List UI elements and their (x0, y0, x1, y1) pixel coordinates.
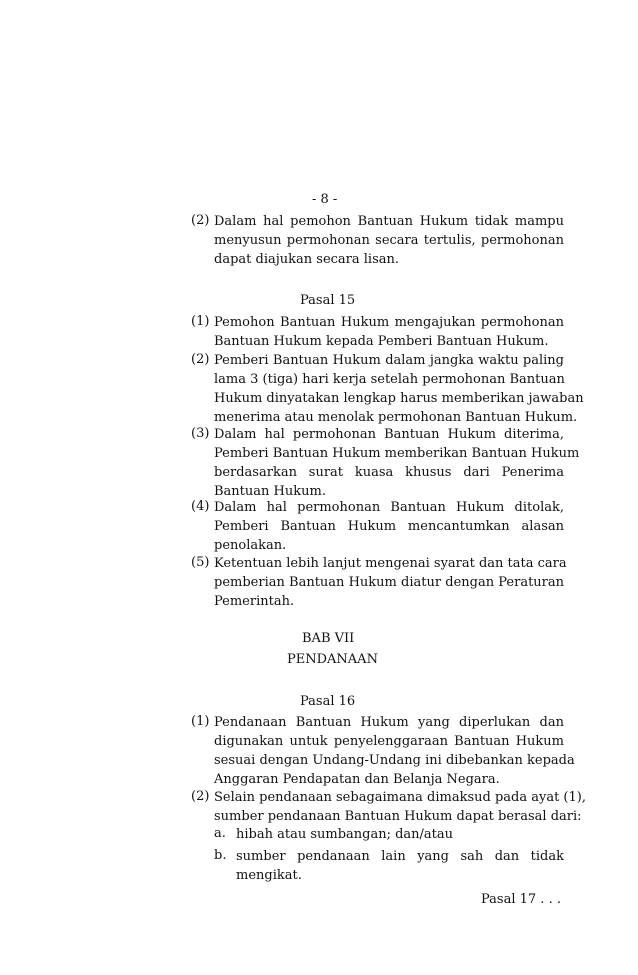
paragraph-number: (3) (191, 426, 210, 441)
list-item-a (214, 826, 564, 844)
paragraph-line: Selain pendanaan sebagaimana dimaksud pada ayat (1), (214, 790, 586, 805)
paragraph-line: Pemerintah. (214, 594, 295, 609)
paragraph-line: Dalam hal pemohon Bantuan Hukum tidak mampu (214, 214, 564, 229)
paragraph-line: menyusun permohonan secara tertulis, permohonan (214, 233, 564, 248)
paragraph-number: (4) (191, 499, 210, 514)
paragraph-number: (2) (191, 352, 210, 367)
paragraph-line: Dalam hal permohonan Bantuan Hukum diterima, (214, 427, 564, 442)
article-16-paragraph-1 (191, 714, 575, 787)
page-number: - 8 - (312, 192, 338, 207)
article-15-paragraph-5 (191, 555, 567, 609)
paragraph-line: Hukum dinyatakan lengkap harus memberikan jawaban (214, 391, 584, 406)
chapter-title: BAB VII (302, 631, 355, 646)
paragraph-line: penolakan. (214, 538, 287, 553)
article-15-paragraph-3 (191, 426, 580, 499)
paragraph-line: Anggaran Pendapatan dan Belanja Negara. (214, 772, 500, 787)
paragraph-line: Pemberi Bantuan Hukum mencantumkan alasan (214, 519, 564, 534)
article-15-paragraph-4 (191, 499, 564, 553)
list-item-line: sumber pendanaan lain yang sah dan tidak (236, 849, 564, 864)
article-16-heading: Pasal 16 (300, 694, 356, 709)
paragraph-line: menerima atau menolak permohonan Bantuan Hukum. (214, 410, 578, 425)
paragraph-line: sesuai dengan Undang-Undang ini dibebankan kepada (214, 753, 575, 768)
paragraph-line: Pemohon Bantuan Hukum mengajukan permohonan (214, 315, 564, 330)
paragraph-number: (2) (191, 213, 210, 228)
paragraph-line: Pemberi Bantuan Hukum dalam jangka waktu paling (214, 353, 564, 368)
article-15-paragraph-1 (191, 314, 564, 350)
list-item-line: hibah atau sumbangan; dan/atau (236, 827, 454, 842)
chapter-name: PENDANAAN (287, 652, 378, 667)
paragraph-line: berdasarkan surat kuasa khusus dari Penerima (214, 465, 564, 480)
paragraph-line: lama 3 (tiga) hari kerja setelah permohonan Bantuan (214, 372, 565, 387)
article-14-paragraph-2 (191, 213, 564, 267)
paragraph-number: (1) (191, 314, 210, 329)
paragraph-line: Dalam hal permohonan Bantuan Hukum ditolak, (214, 500, 564, 515)
article-15-paragraph-2 (191, 352, 584, 425)
paragraph-line: Ketentuan lebih lanjut mengenai syarat dan tata cara (214, 556, 567, 571)
paragraph-number: (2) (191, 789, 210, 804)
list-marker: a. (214, 826, 226, 841)
paragraph-line: Pemberi Bantuan Hukum memberikan Bantuan Hukum (214, 446, 580, 461)
paragraph-line: pemberian Bantuan Hukum diatur dengan Peraturan (214, 575, 564, 590)
paragraph-line: Bantuan Hukum kepada Pemberi Bantuan Hukum. (214, 334, 549, 349)
paragraph-line: Bantuan Hukum. (214, 484, 326, 499)
article-16-paragraph-2 (191, 789, 586, 825)
list-item-b (214, 848, 564, 884)
paragraph-line: Pendanaan Bantuan Hukum yang diperlukan dan (214, 715, 564, 730)
paragraph-line: dapat diajukan secara lisan. (214, 252, 400, 267)
paragraph-number: (5) (191, 555, 210, 570)
next-page-reference: Pasal 17 . . . (481, 892, 561, 907)
paragraph-line: sumber pendanaan Bantuan Hukum dapat berasal dari: (214, 809, 582, 824)
paragraph-line: digunakan untuk penyelenggaraan Bantuan Hukum (214, 734, 564, 749)
list-marker: b. (214, 848, 227, 863)
article-15-heading: Pasal 15 (300, 293, 356, 308)
paragraph-number: (1) (191, 714, 210, 729)
list-item-line: mengikat. (236, 868, 302, 883)
